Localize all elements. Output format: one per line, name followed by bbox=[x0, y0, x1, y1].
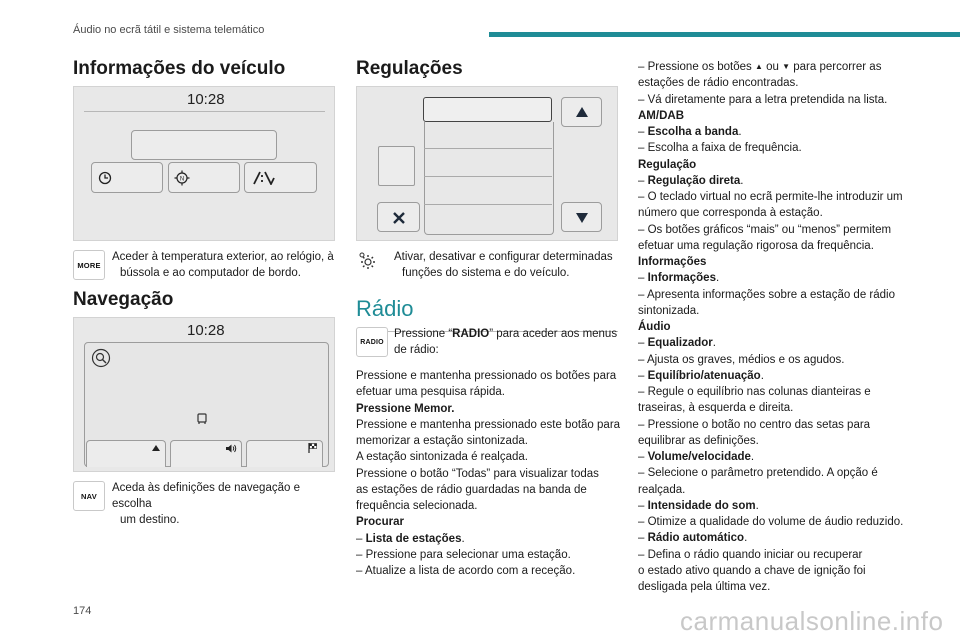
text-line: número que corresponda à estação. bbox=[638, 207, 823, 220]
scroll-down-button bbox=[561, 202, 602, 232]
volume-icon bbox=[225, 442, 237, 454]
text-line: efetuar uma regulação rigorosa da frequência. bbox=[638, 239, 874, 252]
text-line: – Atualize a lista de acordo com a receção. bbox=[356, 565, 576, 577]
subheading: Procurar bbox=[356, 516, 404, 529]
clock-icon bbox=[97, 170, 113, 186]
text-line: efetuar uma pesquisa rápida. bbox=[356, 386, 505, 399]
text-line: – Equalizador. bbox=[638, 337, 716, 350]
settings-screen-illustration bbox=[356, 86, 618, 241]
more-button-icon: MORE bbox=[73, 250, 105, 280]
subheading: Regulação bbox=[638, 158, 697, 171]
watermark-text: carmanualsonline.info bbox=[680, 606, 944, 636]
vehicle-position-icon bbox=[195, 412, 209, 426]
page-number: 174 bbox=[73, 605, 92, 617]
road-icon bbox=[253, 170, 275, 186]
list-row-divider bbox=[424, 148, 552, 149]
right-column-body bbox=[638, 59, 928, 595]
text-line: Pressione o botão “Todas” para visualizar todas bbox=[356, 467, 599, 480]
subheading: AM/DAB bbox=[638, 109, 684, 122]
list-header-row bbox=[423, 97, 552, 122]
text-line: – Pressione para selecionar uma estação. bbox=[356, 548, 571, 561]
text-line: – Lista de estações. bbox=[356, 532, 465, 545]
nav-tile-destination bbox=[246, 440, 323, 467]
list-row-divider bbox=[424, 176, 552, 177]
subheading: Informações bbox=[638, 256, 707, 268]
text-line: estações de rádio encontradas. bbox=[638, 77, 799, 90]
down-triangle-icon: ▼ bbox=[782, 62, 791, 71]
text-line: memorizar a estação sintonizada. bbox=[356, 435, 528, 447]
clock-tile bbox=[91, 162, 163, 193]
text-line: – Apresenta informações sobre a estação de rádio bbox=[638, 288, 895, 301]
radio-body bbox=[356, 368, 626, 579]
search-destination-icon bbox=[90, 347, 112, 369]
radio-button-icon: RADIO bbox=[356, 327, 388, 357]
navigation-screen-illustration bbox=[73, 317, 335, 472]
description-line: Ativar, desativar e configurar determinadas bbox=[394, 251, 613, 263]
text-line: – Escolha a banda. bbox=[638, 126, 742, 138]
text-line: A estação sintonizada é realçada. bbox=[356, 451, 528, 464]
text-line: – Regule o equilíbrio nas colunas dianteiras e bbox=[638, 386, 871, 398]
section-title-settings: Regulações bbox=[356, 58, 463, 79]
info-panel bbox=[131, 130, 277, 160]
section-title-vehicle-info: Informações do veículo bbox=[73, 58, 286, 79]
text-line: – Vá diretamente para a letra pretendida na lista. bbox=[638, 93, 888, 106]
description-line: bússola e ao computador de bordo. bbox=[120, 267, 301, 279]
subheading: Áudio bbox=[638, 321, 671, 333]
header-accent-bar bbox=[489, 32, 960, 37]
text-line: – Ajusta os graves, médios e os agudos. bbox=[638, 353, 845, 366]
running-header: Áudio no ecrã tátil e sistema telemático bbox=[73, 24, 265, 36]
screen-clock: 10:28 bbox=[187, 322, 225, 339]
close-icon bbox=[393, 212, 405, 224]
text-line: – Selecione o parâmetro pretendido. A opção é bbox=[638, 467, 878, 480]
text-line: equilibrar as definições. bbox=[638, 434, 759, 447]
section-title-radio: Rádio bbox=[356, 296, 414, 321]
description-line: Aceder à temperatura exterior, ao relógio, à bbox=[112, 251, 334, 263]
text-line: – Informações. bbox=[638, 272, 720, 285]
description-line: Aceda às definições de navegação e escolha bbox=[112, 482, 300, 510]
settings-description bbox=[394, 249, 624, 281]
text-line: traseiras, à esquerda e direita. bbox=[638, 402, 794, 415]
text-line: sintonizada. bbox=[638, 304, 700, 317]
trip-computer-tile bbox=[244, 162, 317, 193]
settings-gear-icon bbox=[356, 250, 378, 272]
compass-tile bbox=[168, 162, 240, 193]
text-line: as estações de rádio guardadas na banda de bbox=[356, 483, 587, 496]
vehicle-info-screen-illustration bbox=[73, 86, 335, 241]
section-title-navigation: Navegação bbox=[73, 289, 174, 310]
screen-divider bbox=[84, 111, 325, 112]
direction-arrow-icon bbox=[151, 443, 161, 453]
description-line: um destino. bbox=[120, 514, 180, 526]
text-line: – Os botões gráficos “mais” ou “menos” permitem bbox=[638, 223, 892, 236]
text-line: o estado ativo quando a chave de ignição foi bbox=[638, 564, 866, 577]
description-line: Pressione “RADIO” para aceder aos menus bbox=[394, 328, 618, 340]
list-frame bbox=[424, 122, 554, 235]
text-line: – Equilíbrio/atenuação. bbox=[638, 369, 764, 382]
vehicle-info-description bbox=[112, 249, 338, 281]
text-line: realçada. bbox=[638, 483, 686, 496]
text-line: – Intensidade do som. bbox=[638, 499, 759, 512]
text-line: – Pressione os botões ▲ ou ▼ para percorrer as bbox=[638, 61, 882, 73]
navigation-description bbox=[112, 480, 342, 528]
close-button bbox=[377, 202, 420, 232]
text-line: Pressione e mantenha pressionado este botão para bbox=[356, 418, 621, 431]
text-line: – O teclado virtual no ecrã permite-lhe introduzir um bbox=[638, 191, 903, 203]
up-arrow-icon bbox=[576, 107, 588, 117]
text-line: – Escolha a faixa de frequência. bbox=[638, 142, 802, 155]
description-line: de rádio: bbox=[394, 344, 439, 356]
screen-clock: 10:28 bbox=[187, 91, 225, 108]
description-line: funções do sistema e do veículo. bbox=[402, 267, 570, 279]
text-line: – Defina o rádio quando iniciar ou recuperar bbox=[638, 548, 863, 561]
up-triangle-icon: ▲ bbox=[755, 62, 763, 71]
down-arrow-icon bbox=[576, 213, 588, 223]
nav-tile-direction bbox=[86, 440, 166, 467]
scroll-up-button bbox=[561, 97, 602, 127]
nav-tile-voice bbox=[170, 440, 242, 467]
nav-button-icon: NAV bbox=[73, 481, 105, 511]
text-line: frequência selecionada. bbox=[356, 500, 478, 512]
text-line: desligada pela última vez. bbox=[638, 581, 771, 593]
compass-icon bbox=[173, 169, 191, 187]
text-line: – Volume/velocidade. bbox=[638, 451, 755, 463]
text-line: – Otimize a qualidade do volume de áudio reduzido. bbox=[638, 516, 904, 528]
text-line: – Regulação direta. bbox=[638, 174, 744, 187]
svg-text:N: N bbox=[179, 176, 185, 183]
list-row-divider bbox=[424, 204, 552, 205]
subheading: Pressione Memor. bbox=[356, 402, 455, 415]
radio-intro bbox=[394, 326, 624, 358]
side-panel bbox=[378, 146, 415, 186]
text-line: – Rádio automático. bbox=[638, 532, 748, 545]
text-line: – Pressione o botão no centro das setas para bbox=[638, 418, 871, 431]
text-line: Pressione e mantenha pressionado os botões para bbox=[356, 370, 617, 382]
finish-flag-icon bbox=[306, 442, 318, 454]
